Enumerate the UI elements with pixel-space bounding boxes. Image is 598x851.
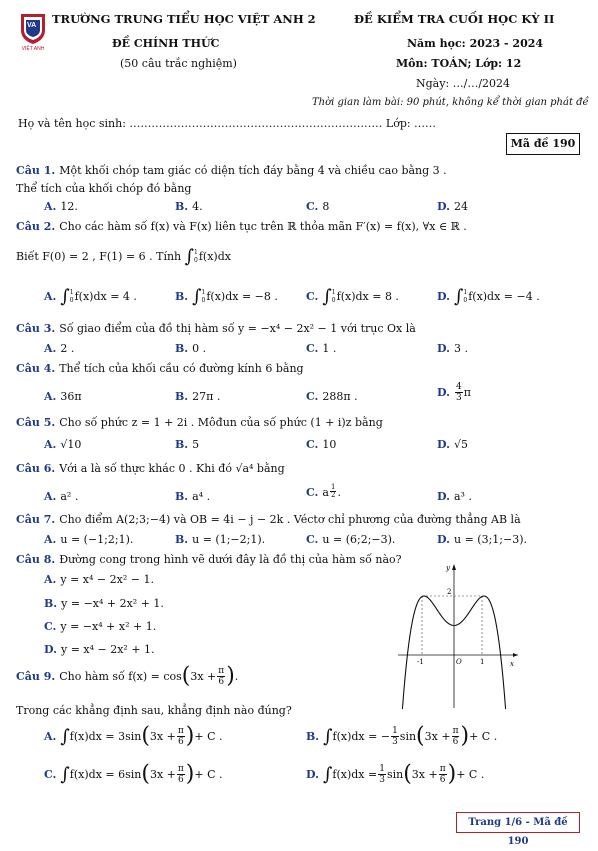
q2-option-c[interactable]: C. ∫ 1 0 f(x)dx = 8 . [306, 286, 399, 307]
q6-option-c[interactable]: C. a $\frac{1}{2}$ . [306, 483, 341, 499]
school-logo [18, 12, 48, 56]
q4-option-b[interactable]: B. 27π . [175, 390, 221, 403]
q2-line2: Biết F(0) = 2 , F(1) = 6 . Tính ∫ 1 0 f(x)dx [16, 246, 231, 267]
q1-option-d[interactable]: D. 24 [437, 200, 468, 213]
graph-tick-m1: -1 [417, 658, 424, 666]
question-count: (50 câu trắc nghiệm) [120, 57, 237, 70]
q7-option-d[interactable]: D. u = (3;1;−3). [437, 533, 527, 546]
q2-option-a[interactable]: A. ∫ 1 0 f(x)dx = 4 . [44, 286, 137, 307]
q8-option-a[interactable]: A. y = x⁴ − 2x² − 1. [44, 573, 154, 586]
graph-origin: O [456, 658, 462, 666]
page-footer: Trang 1/6 - Mã đề 190 [468, 817, 568, 847]
q1-line1 [16, 164, 447, 177]
q1-option-a[interactable]: A. 12. [44, 200, 78, 213]
q1-option-b[interactable]: B. 4. [175, 200, 203, 213]
q8-line: Câu 8. Đường cong trong hình vẽ dưới đây là đồ thị của hàm số nào? [16, 553, 402, 566]
q8-option-b[interactable]: B. y = −x⁴ + 2x² + 1. [44, 597, 164, 610]
q2-option-b[interactable]: B. ∫ 1 0 f(x)dx = −8 . [175, 286, 278, 307]
q1-option-c[interactable]: C. 8 [306, 200, 330, 213]
logo-va: VA [27, 22, 37, 29]
q7-line: Câu 7. Cho điểm A(2;3;−4) và OB = 4i − j − 2k . Véctơ chỉ phương của đường thẳng AB là [16, 513, 521, 526]
q9-option-d[interactable]: D. ∫f(x)dx = $\frac{1}{3}$ sin(3x + $\frac{\pi}{6}$ )+ C . [306, 761, 485, 787]
q5-option-d[interactable]: D. √5 [437, 438, 468, 451]
official-label: ĐỀ CHÍNH THỨC [112, 37, 220, 50]
q1-text1: Một khối chóp tam giác có diện tích đáy bằng 4 và chiều cao bằng 3 . [59, 164, 447, 177]
graph-tick-2: 2 [447, 588, 452, 596]
q2-option-d[interactable]: D. ∫ 1 0 f(x)dx = −4 . [437, 286, 540, 307]
graph-tick-1: 1 [480, 658, 485, 666]
page-footer-box [456, 812, 580, 847]
school-year: Năm học: 2023 - 2024 [407, 37, 544, 50]
q4-line: Câu 4. Thể tích của khối cầu có đường kính 6 bằng [16, 362, 304, 375]
q9-option-b[interactable]: B. ∫f(x)dx = − $\frac{1}{3}$ sin(3x + $\frac{\pi}{6}$ )+ C . [306, 723, 498, 749]
q9-option-a[interactable]: A. ∫f(x)dx = 3sin(3x + $\frac{\pi}{6}$ )+ C . [44, 723, 223, 749]
q3-option-b[interactable]: B. 0 . [175, 342, 207, 355]
graph-y-label: y [446, 564, 450, 572]
q6-option-a[interactable]: A. a² . [44, 490, 79, 503]
exam-duration: Thời gian làm bài: 90 phút, không kể thời gian phát đề [312, 97, 589, 108]
q5-option-c[interactable]: C. 10 [306, 438, 337, 451]
q3-option-a[interactable]: A. 2 . [44, 342, 75, 355]
x-axis-arrow-icon [513, 653, 518, 657]
exam-date: Ngày: …/…/2024 [416, 77, 511, 90]
q4-option-d[interactable]: D. $\frac{4}{3}$ π [437, 382, 471, 403]
q6-option-b[interactable]: B. a⁴ . [175, 490, 211, 503]
q5-option-a[interactable]: A. √10 [44, 438, 82, 451]
subject: Môn: TOÁN; Lớp: 12 [396, 57, 522, 70]
q8-graph [392, 560, 522, 710]
q3-line: Câu 3. Số giao điểm của đồ thị hàm số y = −x⁴ − 2x² − 1 với trục Ox là [16, 322, 416, 335]
student-name-line: Họ và tên học sinh: …………………………………………………………… Lớp: …… [18, 117, 437, 130]
school-name: TRƯỜNG TRUNG TIỂU HỌC VIỆT ANH 2 [52, 12, 316, 26]
q1-line2: Thể tích của khối chóp đó bằng [16, 182, 192, 195]
q6-option-d[interactable]: D. a³ . [437, 490, 472, 503]
q4-option-c[interactable]: C. 288π . [306, 390, 358, 403]
q9-prompt: Trong các khẳng định sau, khẳng định nào đúng? [16, 704, 292, 717]
q3-option-d[interactable]: D. 3 . [437, 342, 468, 355]
y-axis-arrow-icon [452, 564, 456, 570]
q8-option-c[interactable]: C. y = −x⁴ + x² + 1. [44, 620, 157, 633]
q7-option-b[interactable]: B. u = (1;−2;1). [175, 533, 266, 546]
q6-line: Câu 6. Với a là số thực khác 0 . Khi đó √a⁴ bằng [16, 462, 285, 475]
graph-x-label: x [510, 660, 514, 668]
q4-option-a[interactable]: A. 36π [44, 390, 82, 403]
q8-option-d[interactable]: D. y = x⁴ − 2x² + 1. [44, 643, 155, 656]
q5-option-b[interactable]: B. 5 [175, 438, 200, 451]
q9-line: Câu 9. Cho hàm số f(x) = cos(3x + $\frac{\pi}{6}$ ). [16, 663, 239, 689]
q7-option-a[interactable]: A. u = (−1;2;1). [44, 533, 134, 546]
exam-code: Mã đề 190 [510, 137, 576, 150]
q2-line1: Câu 2. Cho các hàm số f(x) và F(x) liên tục trên ℝ thỏa mãn F′(x) = f(x), ∀x ∈ ℝ . [16, 220, 467, 233]
q1-number: Câu 1. [16, 164, 56, 177]
exam-code-box [506, 133, 580, 155]
logo-text: VIỆT ANH [21, 46, 45, 52]
exam-title: ĐỀ KIỂM TRA CUỐI HỌC KỲ II [354, 12, 555, 26]
q7-option-c[interactable]: C. u = (6;2;−3). [306, 533, 396, 546]
q9-option-c[interactable]: C. ∫f(x)dx = 6sin(3x + $\frac{\pi}{6}$ )+ C . [44, 761, 223, 787]
q5-line: Câu 5. Cho số phức z = 1 + 2i . Môđun của số phức (1 + i)z bằng [16, 416, 383, 429]
q3-option-c[interactable]: C. 1 . [306, 342, 337, 355]
